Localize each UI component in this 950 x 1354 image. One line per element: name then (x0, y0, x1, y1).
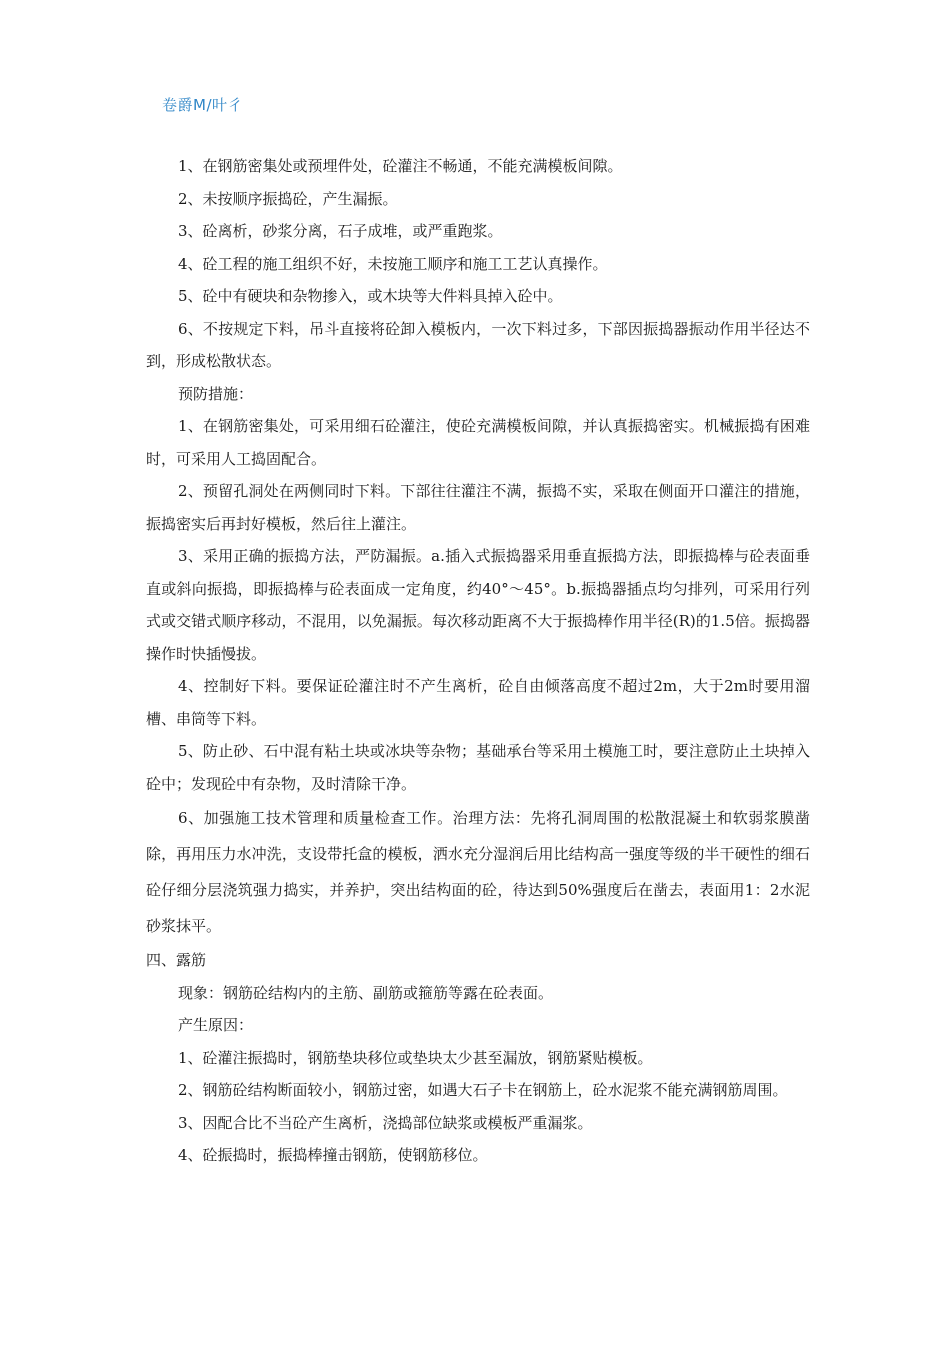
paragraph: 1、在钢筋密集处或预埋件处，砼灌注不畅通，不能充满模板间隙。 (178, 157, 623, 175)
paragraph: 3、砼离析，砂浆分离，石子成堆，或严重跑浆。 (178, 222, 503, 240)
section-label: 预防措施： (178, 384, 254, 403)
paragraph: 3、因配合比不当砼产生离析，浇捣部位缺浆或模板严重漏浆。 (178, 1113, 593, 1132)
paragraph: 1、砼灌注振捣时，钢筋垫块移位或垫块太少甚至漏放，钢筋紧贴模板。 (178, 1048, 653, 1067)
paragraph: 5、砼中有硬块和杂物掺入，或木块等大件料具掉入砼中。 (178, 287, 563, 305)
paragraph: 6、不按规定下料，吊斗直接将砼卸入模板内，一次下料过多，下部因振捣器振动作用半径达不到，形成松散状态。 (146, 319, 810, 370)
paragraph: 5、防止砂、石中混有粘土块或冰块等杂物；基础承台等采用土模施工时，要注意防止土块掉入砼中；发现砼中有杂物，及时清除干净。 (146, 742, 810, 793)
paragraph: 2、预留孔洞处在两侧同时下料。下部往往灌注不满，振捣不实，采取在侧面开口灌注的措施，振捣密实后再封好模板，然后往上灌注。 (146, 482, 810, 533)
paragraph: 4、砼工程的施工组织不好，未按施工顺序和施工工艺认真操作。 (178, 254, 608, 273)
paragraph: 3、采用正确的振捣方法，严防漏振。a.插入式振捣器采用垂直振捣方法，即振捣棒与砼表面垂直或斜向振捣，即振捣棒与砼表面成一定角度，约40°～45°。b.振捣器插点均匀排列，可采用行列式或交错式顺序移动，不混用，以免漏振。每次移动距离不大于振捣棒作用半径(R)的1.5倍。振捣器操作时快插慢拔。 (146, 547, 810, 663)
paragraph: 2、钢筋砼结构断面较小，钢筋过密，如遇大石子卡在钢筋上，砼水泥浆不能充满钢筋周围。 (178, 1081, 788, 1099)
document-body (146, 150, 810, 1172)
section-heading: 四、露筋 (146, 951, 207, 969)
paragraph: 4、砼振捣时，振捣棒撞击钢筋，使钢筋移位。 (178, 1146, 488, 1164)
paragraph: 2、未按顺序振捣砼，产生漏振。 (178, 189, 398, 208)
paragraph: 4、控制好下料。要保证砼灌注时不产生离析，砼自由倾落高度不超过2m，大于2m时要用溜槽、串筒等下料。 (146, 677, 810, 728)
paragraph: 1、在钢筋密集处，可采用细石砼灌注，使砼充满模板间隙，并认真振捣密实。机械振捣有困难时，可采用人工捣固配合。 (146, 417, 810, 468)
paragraph: 6、加强施工技术管理和质量检查工作。治理方法：先将孔洞周围的松散混凝土和软弱浆膜凿除，再用压力水冲洗，支设带托盒的模板，洒水充分湿润后用比结构高一强度等级的半干硬性的细石砼仔细分层浇筑强力捣实，并养护，突出结构面的砼，待达到50%强度后在凿去，表面用1：2水泥砂浆抹平。 (146, 809, 810, 935)
section-label: 产生原因： (178, 1016, 254, 1034)
paragraph: 现象：钢筋砼结构内的主筋、副筋或箍筋等露在砼表面。 (178, 983, 554, 1002)
page-header: 卷爵M/叶彳 (162, 96, 243, 114)
